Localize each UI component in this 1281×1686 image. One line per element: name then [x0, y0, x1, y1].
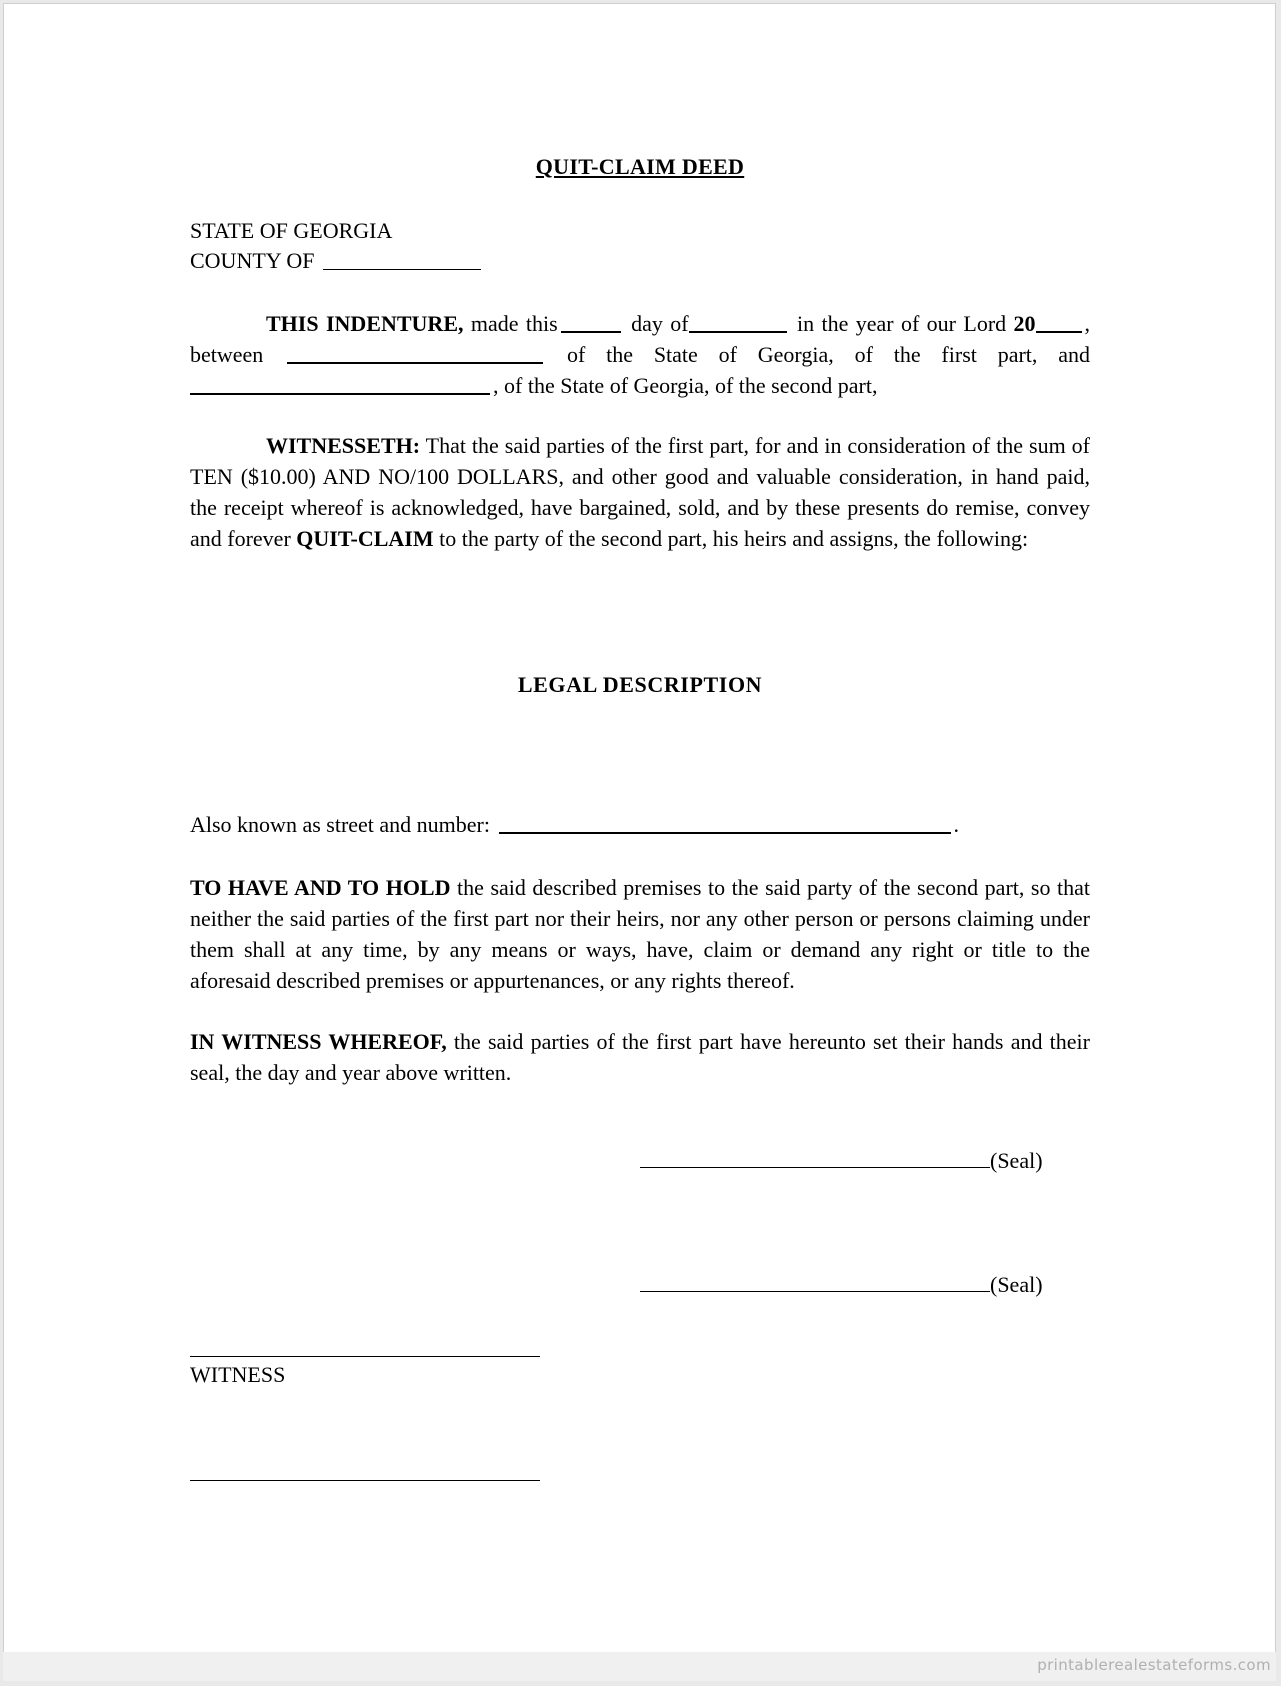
- witnesseth-text: That the said parties of the first part, for and in consideration of the sum of TEN ($10.00) AND NO/100 DOLLARS, and other good and valuable consideration, in hand paid, the receipt whereof is acknowledged, have bargained, sold, and by these presents do remise, convey and forever: [190, 433, 1090, 551]
- habendum-text: the said described premises to the said party of the second part, so that neither the said parties of the first part nor their heirs, nor any other person or persons claiming under them shall at any time, by any means or ways, have, claim or demand any right or title to the aforesaid described premises or appurtenances, or any rights thereof.: [190, 875, 1091, 993]
- venue-block: [190, 216, 484, 276]
- witness-signature-line-2[interactable]: [190, 1480, 540, 1481]
- street-end: .: [953, 812, 959, 837]
- habendum-paragraph: [190, 872, 1090, 996]
- indenture-text-first-part: of the State of Georgia, of the first part, and: [566, 342, 1090, 367]
- habendum-lead: TO HAVE AND TO HOLD: [190, 875, 451, 900]
- footer-watermark: printablerealestateforms.com: [1037, 1656, 1271, 1674]
- county-blank[interactable]: [323, 248, 481, 270]
- indenture-text-second-part: , of the State of Georgia, of the second part,: [493, 373, 878, 398]
- quit-claim-bold: QUIT-CLAIM: [296, 526, 434, 551]
- signature-line-1[interactable]: [640, 1147, 990, 1168]
- seal-label-1: (Seal): [990, 1148, 1043, 1173]
- first-party-blank[interactable]: [287, 341, 543, 364]
- month-blank[interactable]: [689, 310, 787, 333]
- witnesseth-lead: WITNESSETH:: [266, 433, 421, 458]
- year-prefix: 20: [1013, 311, 1036, 336]
- witnesseth-text-end: to the party of the second part, his heirs and assigns, the following:: [439, 526, 1029, 551]
- signature-line-2[interactable]: [640, 1271, 990, 1292]
- in-witness-paragraph: [190, 1026, 1090, 1088]
- indenture-text-dayof: day of: [631, 311, 689, 336]
- county-line: [190, 246, 484, 276]
- seal-signature-2: [640, 1271, 1043, 1298]
- seal-signature-1: [640, 1147, 1043, 1174]
- indenture-lead: THIS INDENTURE,: [266, 311, 464, 336]
- state-line: STATE OF GEORGIA: [190, 218, 393, 243]
- indenture-text-made: made this: [470, 311, 558, 336]
- witness-label: WITNESS: [190, 1362, 286, 1387]
- witness-signature-line-1[interactable]: [190, 1356, 540, 1357]
- year-blank[interactable]: [1036, 310, 1082, 333]
- witnesseth-paragraph: [190, 430, 1090, 554]
- indenture-paragraph: [190, 308, 1090, 401]
- street-label: Also known as street and number:: [190, 812, 490, 837]
- day-blank[interactable]: [561, 310, 621, 333]
- legal-description-heading: LEGAL DESCRIPTION: [517, 672, 763, 697]
- county-label: COUNTY OF: [190, 248, 315, 273]
- second-party-blank[interactable]: [190, 372, 490, 395]
- street-blank[interactable]: [499, 811, 951, 834]
- street-line: [190, 811, 959, 838]
- seal-label-2: (Seal): [990, 1272, 1043, 1297]
- indenture-text-between: , between: [190, 311, 1091, 367]
- indenture-text-year: in the year of our Lord: [796, 311, 1007, 336]
- in-witness-text: the said parties of the first part have hereunto set their hands and their seal, the day and year above written.: [190, 1029, 1090, 1085]
- document-title: QUIT-CLAIM DEED: [535, 154, 745, 179]
- in-witness-lead: IN WITNESS WHEREOF,: [190, 1029, 447, 1054]
